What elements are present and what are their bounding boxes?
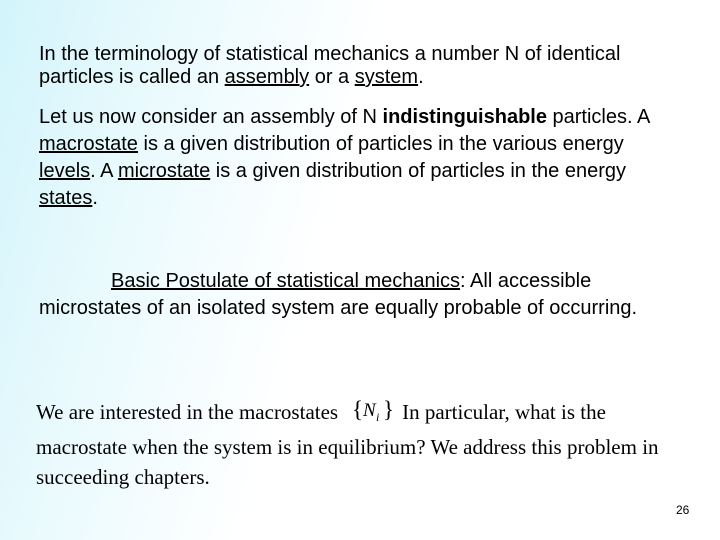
text: . A: [90, 160, 118, 182]
paragraph-macrostate-definition: [39, 104, 679, 212]
term-system: system: [354, 66, 419, 88]
page-number: 26: [676, 503, 690, 517]
math-symbol: N: [363, 400, 376, 421]
math-set-Ni: [352, 396, 395, 432]
term-assembly: assembly: [224, 66, 310, 88]
term-states: states: [39, 187, 93, 209]
text: particles. A: [546, 106, 650, 128]
term-macrostate: macrostate: [39, 133, 138, 155]
text: is a given distribution of particles in the various energy: [137, 133, 624, 155]
bold-indistinguishable: indistinguishable: [382, 106, 547, 128]
text: is a given distribution of particles in the energy: [210, 160, 626, 182]
left-brace: {: [352, 397, 364, 422]
math-set-svg: [352, 396, 395, 424]
paragraph-basic-postulate: [39, 268, 679, 322]
math-subscript: i: [376, 410, 380, 424]
text: In the terminology of statistical mechanics a number N of identical particles is called an: [39, 43, 621, 88]
text: .: [418, 66, 424, 88]
text: or a: [309, 66, 355, 88]
right-brace: }: [383, 397, 395, 422]
text: Let us now consider an assembly of N: [39, 106, 383, 128]
postulate-text: : All accessible microstates of an isolated system are equally probable of occurring.: [39, 270, 638, 319]
paragraph-terminology: [39, 43, 699, 89]
text: We are interested in the macrostates: [36, 399, 339, 424]
text: .: [92, 187, 98, 209]
term-microstate: microstate: [117, 160, 211, 182]
postulate-heading: Basic Postulate of statistical mechanics: [111, 270, 461, 292]
paragraph-macrostates: [36, 396, 696, 492]
text: In particular, what is the macrostate when the system is in equilibrium? We address this problem in succeeding chapters.: [36, 399, 659, 489]
term-levels: levels: [39, 160, 91, 182]
